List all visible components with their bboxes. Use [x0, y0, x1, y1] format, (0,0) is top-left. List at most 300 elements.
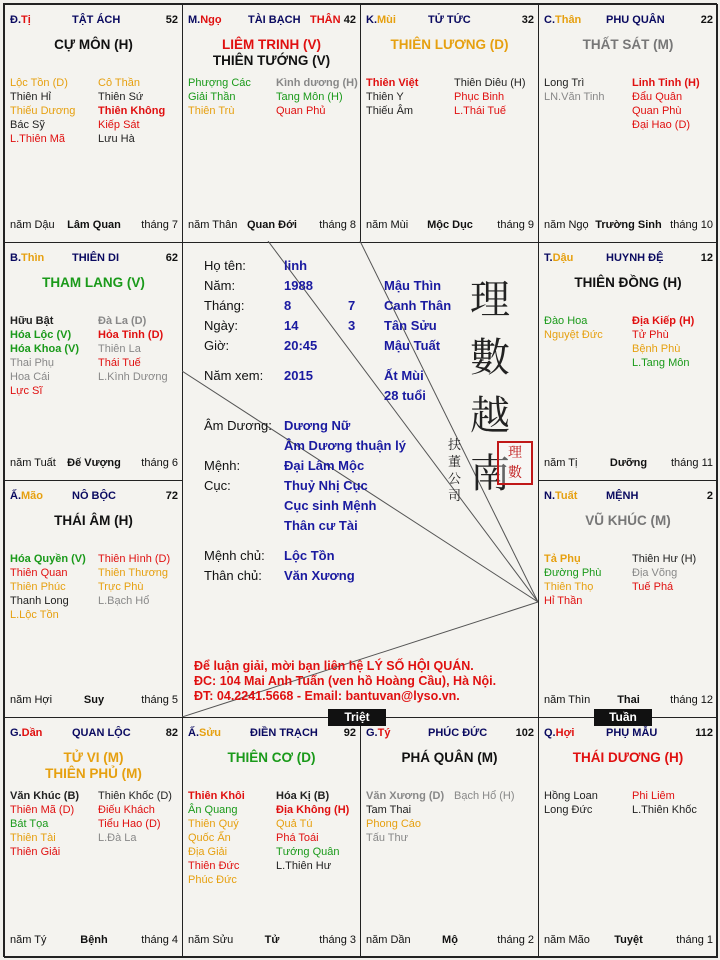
branch-name: Sửu: [199, 727, 222, 739]
palace-cell-suu[interactable]: [182, 717, 361, 958]
palace-header: [544, 490, 713, 504]
info-value: 2015: [284, 368, 313, 383]
minor-star: Thiên Mã (D): [10, 804, 75, 816]
small-calligraphy-char: 公: [448, 472, 462, 487]
minor-star: Bạch Hổ (H): [454, 790, 515, 802]
palace-header: [188, 727, 356, 741]
palace-footer: [188, 934, 356, 948]
minor-star: Lực Sĩ: [10, 385, 43, 397]
branch-label: [544, 252, 573, 264]
year-label: năm Tý: [10, 934, 47, 946]
info-value: Cục sinh Mệnh: [284, 498, 377, 513]
minor-star: Thiên Thọ: [544, 581, 594, 593]
main-star: THAM LANG (V): [42, 275, 145, 290]
info-label: Ngày:: [204, 318, 238, 333]
minor-star: Thiên Hư (H): [632, 553, 697, 565]
main-star: THIÊN LƯƠNG (D): [390, 37, 509, 52]
minor-star: Đào Hoa: [544, 315, 588, 327]
minor-star: Giải Thần: [188, 91, 236, 103]
minor-stars-left: [188, 789, 245, 887]
branch-label: [10, 252, 44, 264]
info-value: Dương Nữ: [284, 418, 351, 433]
branch-stem: Ấ.: [10, 490, 21, 502]
minor-star: Quả Tú: [276, 818, 313, 830]
calligraphy-char: 南: [470, 451, 510, 497]
minor-star: Đẩu Quân: [632, 91, 683, 103]
minor-star: Thiên Hỉ: [10, 91, 51, 103]
info-value: 1988: [284, 278, 313, 293]
palace-name: THIÊN DI: [72, 252, 120, 264]
minor-star: Thiếu Dương: [10, 105, 76, 117]
branch-stem: G.: [366, 727, 378, 739]
contact-line: Để luận giải, mời bạn liên hệ LÝ SỐ HỘI QUÁN.: [194, 659, 474, 673]
palace-footer: [366, 219, 534, 233]
palace-number: 72: [165, 490, 178, 502]
year-label: năm Sửu: [188, 934, 234, 946]
info-value-canchi: Canh Thân: [384, 298, 452, 313]
palace-footer: [10, 457, 178, 471]
palace-header: [10, 490, 178, 504]
minor-stars-left: [544, 314, 603, 342]
minor-star: Tả Phụ: [544, 553, 581, 565]
branch-name: Dần: [21, 727, 43, 739]
main-star: THIÊN CƠ (D): [227, 750, 316, 765]
minor-star: Tiểu Hao (D): [98, 818, 161, 830]
branch-name: Dậu: [552, 252, 574, 264]
minor-star: Thiên Tài: [10, 832, 56, 844]
minor-star: Tam Thai: [366, 804, 412, 816]
branch-stem: B.: [10, 252, 21, 264]
minor-star: Cô Thần: [98, 77, 140, 89]
minor-stars-left: [366, 789, 444, 845]
minor-star: Thiên Giải: [10, 846, 61, 858]
minor-star: Tướng Quân: [276, 846, 340, 858]
info-label: Âm Dương:: [204, 418, 272, 433]
minor-star: Địa Kiếp (H): [632, 315, 695, 327]
minor-star: L.Kình Dương: [98, 371, 168, 383]
branch-label: [10, 490, 43, 502]
life-phase: Thai: [617, 694, 640, 706]
minor-star: Đường Phù: [544, 567, 602, 579]
minor-star: L.Thiên Mã: [10, 133, 66, 145]
small-calligraphy-char: 董: [448, 455, 462, 470]
palace-cell-ty[interactable]: [360, 717, 539, 958]
palace-header: [366, 727, 534, 741]
palace-body-marker: THÂN: [310, 14, 341, 26]
minor-star: Thiên Trù: [188, 105, 235, 117]
small-calligraphy-char: 司: [448, 489, 462, 504]
branch-label: [10, 14, 31, 26]
minor-stars-right: [98, 552, 170, 608]
minor-star: Thiên La: [98, 343, 141, 355]
info-value: Âm Dương thuận lý: [284, 438, 406, 453]
calligraphy-char: 理: [470, 277, 510, 323]
minor-star: Thiên Diêu (H): [454, 77, 526, 89]
branch-name: Tuất: [555, 490, 578, 502]
info-value: 14: [284, 318, 299, 333]
minor-star: Phúc Đức: [188, 874, 237, 886]
palace-header: [10, 14, 178, 28]
minor-star: Thiên Quý: [188, 818, 239, 830]
main-star: LIÊM TRINH (V): [222, 37, 321, 52]
palace-cell-ti[interactable]: [4, 4, 183, 243]
info-value-canchi: Ất Mùi: [384, 368, 424, 383]
branch-label: [544, 490, 577, 502]
contact-info: [194, 659, 496, 704]
palace-number: 62: [165, 252, 178, 264]
palace-cell-than[interactable]: [538, 4, 718, 243]
minor-star: Lưu Hà: [98, 133, 135, 145]
main-star: CỰ MÔN (H): [54, 37, 133, 52]
palace-header: [544, 727, 713, 741]
minor-stars-right: [98, 314, 168, 384]
minor-stars-right: [632, 789, 697, 817]
palace-name: TẬT ÁCH: [72, 14, 121, 26]
minor-star: Đại Hao (D): [632, 119, 691, 131]
palace-name: PHỤ MẪU: [606, 727, 658, 739]
palace-number: 92: [343, 727, 356, 739]
palace-cell-dau[interactable]: [538, 242, 718, 481]
info-value: Thuỷ Nhị Cục: [284, 478, 368, 493]
life-phase: Quan Đới: [247, 219, 297, 231]
branch-stem: G.: [10, 727, 22, 739]
minor-stars-left: [188, 76, 251, 118]
minor-star: Văn Xương (D): [366, 790, 445, 802]
palace-header: [10, 727, 178, 741]
minor-star: Quốc Ấn: [188, 832, 231, 844]
palace-name: NÔ BỘC: [72, 490, 116, 502]
palace-header: [188, 14, 356, 28]
palace-name: TỬ TỨC: [428, 14, 471, 26]
palace-name: HUYNH ĐỆ: [606, 252, 664, 264]
minor-star: Hỉ Thần: [544, 595, 583, 607]
contact-line: ĐT: 04.2241.5668 - Email: bantuvan@lyso.vn.: [194, 689, 460, 703]
year-label: năm Ngọ: [544, 219, 589, 231]
minor-star: L.Thiên Khốc: [632, 804, 697, 816]
palace-footer: [366, 934, 534, 948]
minor-star: Đà La (D): [98, 315, 147, 327]
palace-name: QUAN LỘC: [72, 727, 131, 739]
info-value-canchi: Tân Sửu: [384, 318, 437, 333]
year-label: năm Mùi: [366, 219, 409, 231]
minor-star: Kiếp Sát: [98, 119, 140, 131]
month-label: tháng 10: [670, 219, 713, 231]
life-phase: Tuyệt: [614, 934, 643, 946]
palace-footer: [544, 934, 713, 948]
life-phase: Trường Sinh: [595, 219, 662, 231]
month-label: tháng 3: [319, 934, 356, 946]
palace-name: ĐIỀN TRẠCH: [250, 727, 318, 739]
minor-star: Điếu Khách: [98, 804, 155, 816]
minor-star: Thiếu Âm: [366, 105, 414, 117]
calligraphy-char: 數: [470, 335, 510, 381]
minor-star: Hóa Kị (B): [276, 790, 330, 802]
branch-label: [366, 727, 390, 739]
info-value: 20:45: [284, 338, 318, 353]
minor-star: Hoa Cái: [10, 371, 50, 383]
info-value: Đại Lâm Mộc: [284, 458, 365, 473]
minor-star: Hóa Lộc (V): [10, 329, 72, 341]
red-seal: [497, 441, 533, 485]
contact-line: ĐC: 104 Mai Anh Tuấn (ven hồ Hoàng Cầu), Hà Nội.: [194, 674, 497, 688]
minor-star: Bệnh Phù: [632, 343, 681, 355]
info-value: Văn Xương: [284, 568, 355, 583]
minor-stars-right: [276, 76, 358, 118]
info-value: 8: [284, 298, 292, 313]
palace-header: [544, 252, 713, 266]
minor-star: Văn Khúc (B): [10, 790, 80, 802]
minor-star: Long Đức: [544, 804, 593, 816]
minor-star: Phi Liêm: [632, 790, 675, 802]
branch-stem: N.: [544, 490, 555, 502]
minor-star: L.Tang Môn: [632, 357, 690, 369]
minor-star: Phong Cáo: [366, 818, 422, 830]
minor-star: Địa Võng: [632, 567, 678, 579]
branch-name: Tị: [21, 14, 31, 26]
palace-number: 2: [706, 490, 713, 502]
palace-cell-tuat[interactable]: [538, 480, 718, 718]
palace-name: PHU QUÂN: [606, 14, 665, 26]
year-label: năm Thân: [188, 219, 238, 231]
main-star: PHÁ QUÂN (M): [401, 750, 498, 765]
branch-stem: Q.: [544, 727, 556, 739]
minor-star: LN.Văn Tinh: [544, 91, 605, 103]
branch-name: Hợi: [555, 727, 575, 739]
info-value-canchi: Mậu Tuất: [384, 338, 441, 353]
month-label: tháng 8: [319, 219, 356, 231]
month-label: tháng 1: [676, 934, 713, 946]
branch-name: Ngọ: [200, 14, 222, 26]
branch-name: Thìn: [21, 252, 45, 264]
branch-stem: Ấ.: [188, 727, 199, 739]
main-star: VŨ KHÚC (M): [585, 513, 671, 528]
minor-star: L.Đà La: [98, 832, 137, 844]
minor-star: Tấu Thư: [366, 832, 409, 844]
main-star: TỬ VI (M): [63, 750, 124, 765]
year-label: năm Thìn: [544, 694, 591, 706]
palace-cell-thin[interactable]: [4, 242, 183, 481]
minor-star: Quan Phủ: [276, 105, 326, 117]
minor-stars-left: [544, 789, 598, 817]
minor-stars-left: [544, 552, 601, 608]
palace-cell-hoi[interactable]: [538, 717, 718, 958]
palace-number: 42: [343, 14, 356, 26]
palace-number: 22: [700, 14, 713, 26]
minor-stars-right: [632, 314, 694, 370]
minor-star: Thiên Quan: [10, 567, 68, 579]
life-phase: Tử: [264, 934, 280, 946]
year-label: năm Dậu: [10, 219, 55, 231]
minor-stars-left: [10, 314, 79, 398]
life-phase: Đế Vượng: [67, 457, 121, 469]
minor-stars-right: [98, 789, 172, 845]
small-calligraphy: [448, 437, 464, 505]
minor-star: L.Bạch Hổ: [98, 595, 150, 607]
minor-star: Phục Binh: [454, 91, 505, 103]
minor-star: Bác Sỹ: [10, 119, 45, 131]
palace-footer: [10, 694, 178, 708]
life-phase: Dưỡng: [609, 457, 648, 469]
palace-header: [10, 252, 178, 266]
minor-star: Thiên Thương: [98, 567, 169, 579]
minor-star: Thiên Khốc (D): [98, 790, 172, 802]
month-label: tháng 12: [670, 694, 713, 706]
life-phase: Suy: [83, 694, 105, 706]
minor-star: Tuế Phá: [632, 581, 674, 593]
minor-star: Thiên Hình (D): [98, 553, 171, 565]
info-label: Họ tên:: [204, 258, 246, 273]
branch-name: Tý: [377, 727, 391, 739]
branch-label: [544, 14, 581, 26]
minor-stars-left: [10, 789, 79, 859]
month-label: tháng 11: [670, 457, 713, 469]
info-value: linh: [284, 258, 308, 273]
minor-star: Tử Phù: [632, 329, 669, 341]
minor-stars-right: [98, 76, 165, 146]
palace-cell-dan[interactable]: [4, 717, 183, 958]
info-label: Thân chủ:: [204, 568, 262, 583]
minor-star: Hóa Quyền (V): [10, 553, 86, 565]
palace-number: 32: [521, 14, 534, 26]
minor-star: L.Thái Tuế: [454, 105, 506, 117]
info-value-lunar: 7: [348, 298, 356, 313]
branch-label: [366, 14, 396, 26]
minor-star: Hữu Bật: [10, 315, 54, 327]
year-label: năm Dần: [366, 934, 411, 946]
small-calligraphy-char: 扶: [448, 438, 462, 453]
year-label: năm Hợi: [10, 694, 53, 706]
branch-label: [188, 14, 222, 26]
info-label: Năm xem:: [204, 368, 264, 383]
palace-number: 112: [695, 727, 713, 739]
minor-star: Thiên Khôi: [188, 790, 245, 802]
minor-star: Nguyệt Đức: [544, 329, 603, 341]
main-star: THÁI ÂM (H): [54, 513, 133, 528]
life-phase: Mộ: [442, 934, 458, 946]
palace-header: [544, 14, 713, 28]
info-value: Thân cư Tài: [284, 518, 358, 533]
palace-footer: [544, 457, 713, 471]
month-label: tháng 7: [141, 219, 178, 231]
minor-star: Hỏa Tinh (D): [98, 329, 164, 341]
palace-cell-ngo[interactable]: [182, 4, 361, 243]
minor-star: Địa Giải: [188, 846, 228, 858]
year-label: năm Tị: [544, 457, 578, 469]
minor-star: Thiên Y: [366, 91, 404, 103]
branch-stem: T.: [544, 252, 553, 264]
palace-name: MỆNH: [606, 490, 639, 502]
minor-stars-left: [10, 552, 86, 622]
main-star: THÁI DƯƠNG (H): [572, 750, 684, 765]
main-star: THIÊN ĐỒNG (H): [574, 275, 682, 290]
minor-star: Trực Phù: [98, 581, 144, 593]
info-value-canchi: 28 tuổi: [384, 388, 426, 403]
info-value: Lộc Tồn: [284, 548, 335, 563]
palace-header: [366, 14, 534, 28]
palace-footer: [544, 219, 713, 233]
minor-stars-right: [454, 76, 526, 118]
minor-star: Thai Phụ: [10, 357, 55, 369]
info-label: Mệnh chủ:: [204, 548, 265, 563]
branch-label: [188, 727, 221, 739]
minor-star: Hồng Loan: [544, 790, 598, 802]
year-label: năm Tuất: [10, 457, 56, 469]
month-label: tháng 5: [141, 694, 178, 706]
life-phase: Lâm Quan: [67, 219, 121, 231]
main-star: THIÊN PHỦ (M): [45, 766, 142, 781]
minor-star: Kình dương (H): [276, 77, 358, 89]
branch-label: [544, 727, 574, 739]
info-label: Năm:: [204, 278, 236, 293]
tuan-tag: Tuần: [594, 709, 652, 726]
minor-stars-right: [454, 789, 515, 803]
month-label: tháng 4: [141, 934, 178, 946]
info-value-canchi: Mậu Thìn: [384, 278, 442, 293]
minor-stars-right: [276, 789, 349, 873]
minor-star: Thanh Long: [10, 595, 69, 607]
palace-cell-mao[interactable]: [4, 480, 183, 718]
minor-star: Thái Tuế: [98, 357, 141, 369]
minor-stars-left: [10, 76, 75, 146]
minor-stars-right: [632, 552, 696, 594]
main-star: THẤT SÁT (M): [582, 37, 674, 52]
minor-star: Địa Không (H): [276, 804, 350, 816]
branch-name: Thân: [555, 14, 582, 26]
minor-star: Phá Toái: [276, 832, 319, 844]
branch-stem: M.: [188, 14, 201, 26]
palace-name: PHÚC ĐỨC: [428, 727, 488, 739]
palace-number: 12: [700, 252, 713, 264]
minor-star: Hóa Khoa (V): [10, 343, 80, 355]
minor-star: Thiên Đức: [188, 860, 240, 872]
minor-star: Phượng Các: [188, 77, 251, 89]
branch-label: [10, 727, 42, 739]
month-label: tháng 9: [497, 219, 534, 231]
month-label: tháng 6: [141, 457, 178, 469]
palace-number: 82: [165, 727, 178, 739]
minor-stars-left: [544, 76, 605, 104]
info-value-lunar: 3: [348, 318, 356, 333]
palace-number: 52: [165, 14, 178, 26]
info-label: Giờ:: [204, 338, 230, 353]
palace-footer: [544, 694, 713, 708]
life-phase: Mộc Dục: [427, 219, 473, 231]
info-label: Cục:: [204, 478, 231, 493]
minor-star: Quan Phù: [632, 105, 682, 117]
minor-star: L.Thiên Hư: [276, 860, 332, 872]
branch-stem: C.: [544, 14, 555, 26]
minor-star: Ân Quang: [188, 804, 238, 816]
palace-footer: [188, 219, 356, 233]
month-label: tháng 2: [497, 934, 534, 946]
palace-name: TÀI BẠCH: [248, 14, 301, 26]
main-star: THIÊN TƯỚNG (V): [212, 53, 331, 68]
palace-cell-mui[interactable]: [360, 4, 539, 243]
minor-star: Bát Tọa: [10, 818, 49, 830]
minor-star: Tang Môn (H): [276, 91, 343, 103]
branch-name: Mão: [21, 490, 43, 502]
minor-star: Thiên Việt: [366, 77, 419, 89]
minor-star: Long Trì: [544, 77, 585, 89]
center-panel: [182, 241, 538, 717]
minor-stars-right: [632, 76, 700, 132]
triet-tag: Triệt: [328, 709, 386, 726]
palace-footer: [10, 934, 178, 948]
minor-star: Thiên Phúc: [10, 581, 66, 593]
minor-star: Lộc Tồn (D): [10, 77, 68, 89]
minor-star: Linh Tinh (H): [632, 77, 700, 89]
minor-star: Thiên Không: [98, 105, 166, 117]
